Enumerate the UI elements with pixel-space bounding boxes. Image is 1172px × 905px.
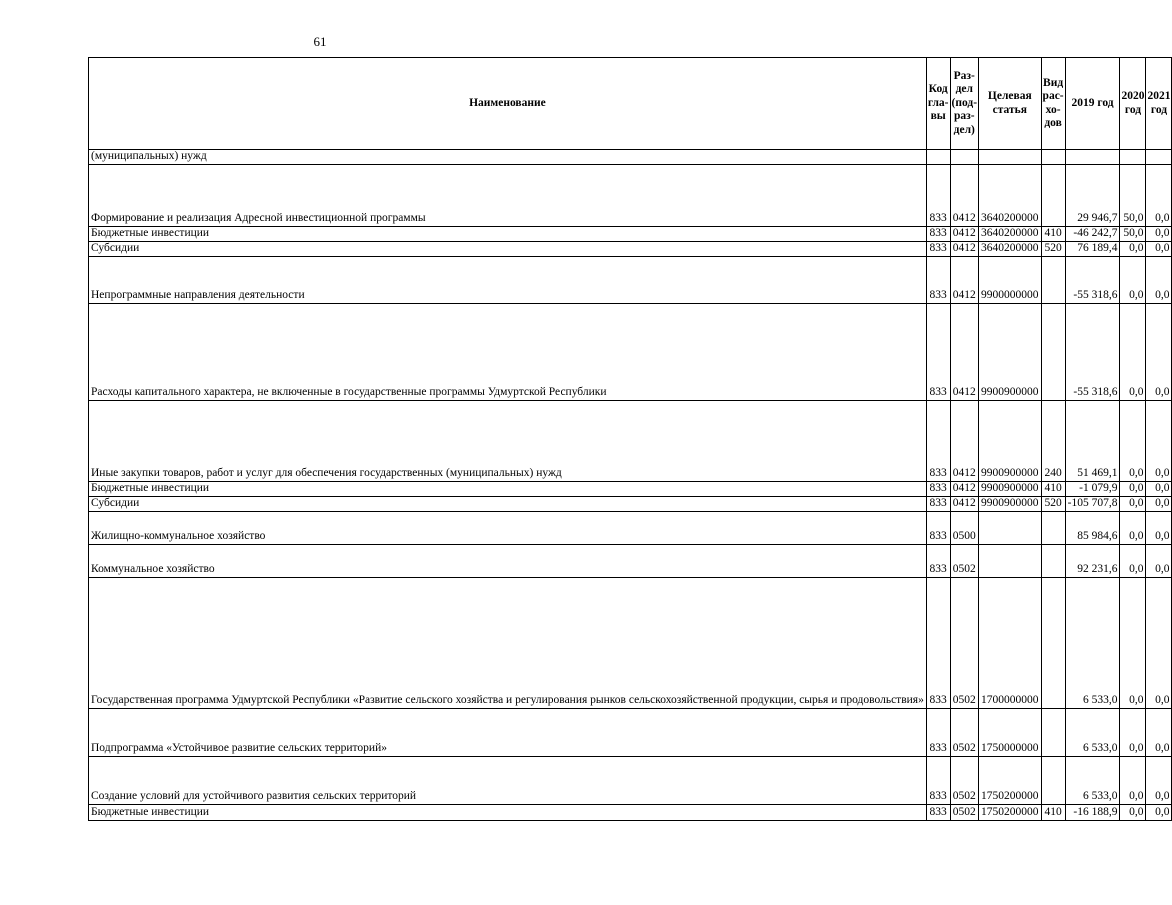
header-name [89, 58, 927, 150]
table-row [89, 756, 1172, 804]
cell-expense-kind: 410 [1041, 226, 1065, 241]
table-row [89, 164, 1172, 226]
header-target-article [979, 58, 1042, 150]
cell-2021: 0,0 [1146, 164, 1172, 226]
cell-expense-kind [1041, 164, 1065, 226]
cell-2020 [1120, 150, 1146, 165]
cell-2021: 0,0 [1146, 708, 1172, 756]
cell-chapter-code: 833 [926, 756, 950, 804]
cell-2020: 0,0 [1120, 577, 1146, 708]
cell-target-article [979, 544, 1042, 577]
cell-target-article: 1750000000 [979, 708, 1042, 756]
header-line: 2020 год [1121, 90, 1145, 116]
cell-2021: 0,0 [1146, 481, 1172, 496]
cell-chapter-code: 833 [926, 496, 950, 511]
header-line: дел [955, 83, 973, 96]
header-line: 2021 год [1147, 90, 1171, 116]
cell-chapter-code: 833 [926, 226, 950, 241]
cell-chapter-code: 833 [926, 241, 950, 256]
cell-section: 0412 [950, 496, 979, 511]
cell-name: Субсидии [89, 496, 927, 511]
cell-2019: -1 079,9 [1065, 481, 1120, 496]
cell-target-article [979, 511, 1042, 544]
table-body [89, 150, 1172, 821]
cell-name: Формирование и реализация Адресной инвестиционной программы [89, 164, 927, 226]
header-line: дов [1044, 117, 1062, 129]
header-line: Раз- [953, 69, 975, 82]
cell-name: Субсидии [89, 241, 927, 256]
cell-2019: -46 242,7 [1065, 226, 1120, 241]
cell-name: Создание условий для устойчивого развития сельских территорий [89, 756, 927, 804]
cell-name: Бюджетные инвестиции [89, 804, 927, 820]
cell-2020: 0,0 [1120, 708, 1146, 756]
cell-2019: 29 946,7 [1065, 164, 1120, 226]
table-row [89, 511, 1172, 544]
cell-2021 [1146, 150, 1172, 165]
cell-section: 0412 [950, 303, 979, 400]
cell-2021: 0,0 [1146, 577, 1172, 708]
header-line: Наименование [469, 96, 546, 109]
cell-2019: 85 984,6 [1065, 511, 1120, 544]
cell-section: 0502 [950, 577, 979, 708]
cell-expense-kind [1041, 708, 1065, 756]
cell-target-article [979, 150, 1042, 165]
header-line: статья [992, 103, 1027, 116]
header-line: рас- [1042, 90, 1064, 102]
cell-2020: 0,0 [1120, 756, 1146, 804]
cell-2021: 0,0 [1146, 256, 1172, 303]
cell-name: Коммунальное хозяйство [89, 544, 927, 577]
cell-2020: 0,0 [1120, 496, 1146, 511]
cell-name: Государственная программа Удмуртской Республики «Развитие сельского хозяйства и регулирования рынков сельскохозяйственной продукции, сырья и продовольствия» [89, 577, 927, 708]
cell-2019: 51 469,1 [1065, 400, 1120, 481]
cell-target-article: 9900900000 [979, 400, 1042, 481]
cell-2020: 0,0 [1120, 256, 1146, 303]
cell-section: 0412 [950, 226, 979, 241]
cell-2021: 0,0 [1146, 544, 1172, 577]
cell-expense-kind [1041, 577, 1065, 708]
table-row [89, 496, 1172, 511]
table-row [89, 400, 1172, 481]
cell-expense-kind: 520 [1041, 496, 1065, 511]
cell-2019: 6 533,0 [1065, 708, 1120, 756]
cell-2021: 0,0 [1146, 756, 1172, 804]
cell-2019: -105 707,8 [1065, 496, 1120, 511]
cell-2020: 0,0 [1120, 804, 1146, 820]
cell-target-article: 3640200000 [979, 241, 1042, 256]
cell-chapter-code: 833 [926, 708, 950, 756]
cell-chapter-code: 833 [926, 804, 950, 820]
cell-section [950, 150, 979, 165]
cell-expense-kind [1041, 756, 1065, 804]
cell-expense-kind [1041, 511, 1065, 544]
cell-chapter-code: 833 [926, 303, 950, 400]
cell-section: 0412 [950, 241, 979, 256]
cell-section: 0412 [950, 256, 979, 303]
cell-name: Бюджетные инвестиции [89, 481, 927, 496]
cell-section: 0502 [950, 756, 979, 804]
cell-2019: -55 318,6 [1065, 303, 1120, 400]
cell-chapter-code: 833 [926, 481, 950, 496]
cell-2019: 6 533,0 [1065, 756, 1120, 804]
header-line: Целевая [987, 90, 1032, 102]
cell-chapter-code: 833 [926, 544, 950, 577]
header-line: дел) [953, 123, 975, 136]
cell-2020: 50,0 [1120, 226, 1146, 241]
cell-2021: 0,0 [1146, 400, 1172, 481]
cell-section: 0502 [950, 804, 979, 820]
header-chapter-code [926, 58, 950, 150]
cell-expense-kind: 520 [1041, 241, 1065, 256]
cell-2020: 0,0 [1120, 400, 1146, 481]
cell-2020: 0,0 [1120, 481, 1146, 496]
header-line: Вид [1043, 76, 1064, 89]
table-row [89, 544, 1172, 577]
cell-2020: 50,0 [1120, 164, 1146, 226]
cell-2021: 0,0 [1146, 496, 1172, 511]
table-row [89, 226, 1172, 241]
table-row [89, 303, 1172, 400]
cell-chapter-code: 833 [926, 577, 950, 708]
cell-2019 [1065, 150, 1120, 165]
cell-chapter-code [926, 150, 950, 165]
page-number: 61 [313, 34, 327, 49]
header-line: Код [928, 83, 948, 96]
cell-chapter-code: 833 [926, 256, 950, 303]
cell-expense-kind [1041, 150, 1065, 165]
cell-name: Жилищно-коммунальное хозяйство [89, 511, 927, 544]
table-row [89, 577, 1172, 708]
cell-2019: 92 231,6 [1065, 544, 1120, 577]
cell-target-article: 9900000000 [979, 256, 1042, 303]
cell-2020: 0,0 [1120, 511, 1146, 544]
cell-2020: 0,0 [1120, 544, 1146, 577]
cell-section: 0412 [950, 481, 979, 496]
header-line: гла- [927, 96, 949, 109]
budget-table [88, 57, 1172, 821]
cell-2020: 0,0 [1120, 303, 1146, 400]
cell-target-article: 9900900000 [979, 481, 1042, 496]
cell-chapter-code: 833 [926, 164, 950, 226]
cell-expense-kind [1041, 303, 1065, 400]
cell-expense-kind: 410 [1041, 481, 1065, 496]
cell-expense-kind [1041, 256, 1065, 303]
cell-expense-kind: 410 [1041, 804, 1065, 820]
cell-2019: -55 318,6 [1065, 256, 1120, 303]
cell-target-article: 3640200000 [979, 164, 1042, 226]
header-2020 [1120, 58, 1146, 150]
cell-name: (муниципальных) нужд [89, 150, 927, 165]
cell-2021: 0,0 [1146, 511, 1172, 544]
cell-2020: 0,0 [1120, 241, 1146, 256]
cell-2019: 76 189,4 [1065, 241, 1120, 256]
cell-target-article: 1700000000 [979, 577, 1042, 708]
cell-target-article: 1750200000 [979, 804, 1042, 820]
cell-target-article: 1750200000 [979, 756, 1042, 804]
cell-2019: 6 533,0 [1065, 577, 1120, 708]
header-line: (под- [951, 96, 978, 109]
table-row [89, 241, 1172, 256]
table-row [89, 708, 1172, 756]
header-expense-kind [1041, 58, 1065, 150]
cell-section: 0412 [950, 164, 979, 226]
cell-section: 0502 [950, 708, 979, 756]
table-row [89, 150, 1172, 165]
table-row [89, 481, 1172, 496]
header-line: вы [930, 110, 946, 123]
cell-section: 0500 [950, 511, 979, 544]
cell-2021: 0,0 [1146, 241, 1172, 256]
header-section [950, 58, 979, 150]
table-header-row [89, 58, 1172, 150]
cell-expense-kind: 240 [1041, 400, 1065, 481]
cell-name: Подпрограмма «Устойчивое развитие сельских территорий» [89, 708, 927, 756]
header-2019 [1065, 58, 1120, 150]
header-line: 2019 год [1071, 96, 1114, 109]
cell-name: Бюджетные инвестиции [89, 226, 927, 241]
cell-target-article: 3640200000 [979, 226, 1042, 241]
cell-chapter-code: 833 [926, 511, 950, 544]
table-row [89, 256, 1172, 303]
cell-target-article: 9900900000 [979, 303, 1042, 400]
header-line: хо- [1045, 103, 1061, 116]
cell-chapter-code: 833 [926, 400, 950, 481]
cell-name: Расходы капитального характера, не включенные в государственные программы Удмуртской Республики [89, 303, 927, 400]
cell-target-article: 9900900000 [979, 496, 1042, 511]
cell-2021: 0,0 [1146, 303, 1172, 400]
cell-name: Непрограммные направления деятельности [89, 256, 927, 303]
cell-2019: -16 188,9 [1065, 804, 1120, 820]
header-2021 [1146, 58, 1172, 150]
cell-expense-kind [1041, 544, 1065, 577]
cell-name: Иные закупки товаров, работ и услуг для обеспечения государственных (муниципальных) нужд [89, 400, 927, 481]
header-line: раз- [953, 110, 975, 123]
cell-2021: 0,0 [1146, 804, 1172, 820]
cell-section: 0502 [950, 544, 979, 577]
cell-section: 0412 [950, 400, 979, 481]
table-row [89, 804, 1172, 820]
cell-2021: 0,0 [1146, 226, 1172, 241]
